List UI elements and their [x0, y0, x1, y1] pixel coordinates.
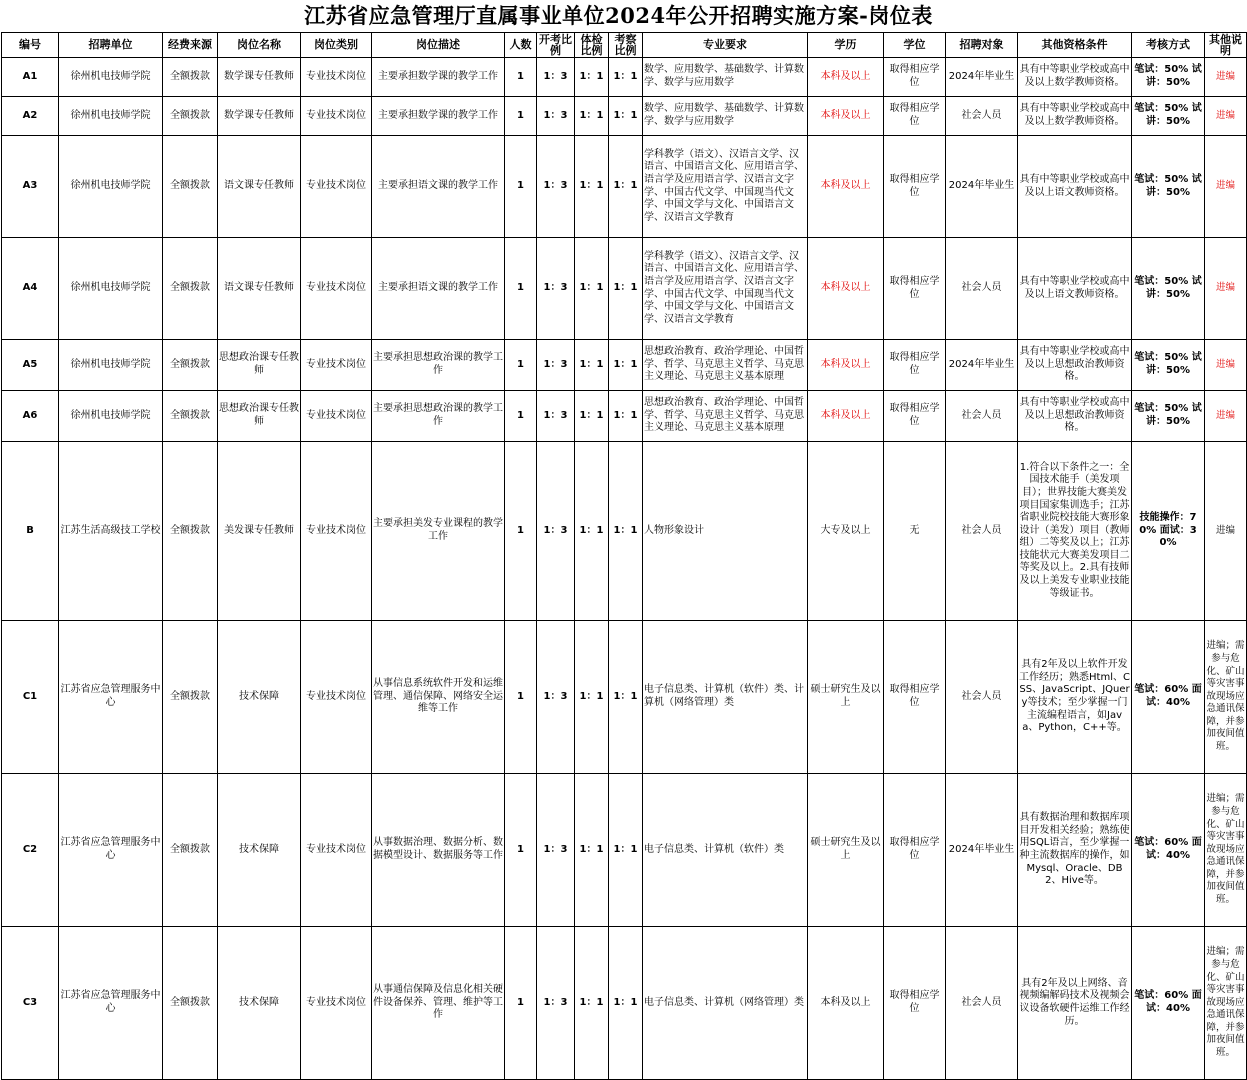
- cell-other-conditions: 具有数据治理和数据库项目开发相关经验；熟练使用SQL语言，至少掌握一种主流数据库的操作，如Mysql、Oracle、DB2、Hive等。: [1018, 774, 1132, 927]
- cell-funding: 全额拨款: [163, 136, 218, 238]
- col-header: 其他资格条件: [1018, 33, 1132, 58]
- cell-post: 数学课专任教师: [218, 97, 301, 136]
- col-header: 人数: [505, 33, 537, 58]
- cell-open-ratio: 1：3: [537, 238, 575, 340]
- cell-inspect-ratio: 1：1: [609, 136, 643, 238]
- cell-desc: 从事数据治理、数据分析、数据模型设计、数据服务等工作: [372, 774, 505, 927]
- cell-degree: 取得相应学位: [884, 774, 946, 927]
- col-header: 招聘单位: [59, 33, 163, 58]
- cell-assessment: 笔试：50% 试讲：50%: [1132, 391, 1205, 442]
- cell-other-conditions: 具有中等职业学校或高中及以上数学教师资格。: [1018, 58, 1132, 97]
- table-row: [2, 136, 1247, 238]
- cell-category: 专业技术岗位: [301, 442, 372, 621]
- cell-other-conditions: 具有中等职业学校或高中及以上思想政治教师资格。: [1018, 391, 1132, 442]
- cell-id: A4: [2, 238, 59, 340]
- cell-target: 2024年毕业生: [946, 340, 1018, 391]
- cell-id: A1: [2, 58, 59, 97]
- cell-post: 数学课专任教师: [218, 58, 301, 97]
- cell-funding: 全额拨款: [163, 391, 218, 442]
- cell-inspect-ratio: 1：1: [609, 238, 643, 340]
- cell-other-conditions: 具有2年及以上软件开发工作经历；熟悉Html、CSS、JavaScript、JQuery等技术；至少掌握一门主流编程语言，如Java、Python，C++等。: [1018, 621, 1132, 774]
- cell-assessment: 笔试：60% 面试：40%: [1132, 927, 1205, 1080]
- cell-target: 社会人员: [946, 97, 1018, 136]
- cell-category: 专业技术岗位: [301, 238, 372, 340]
- cell-target: 社会人员: [946, 238, 1018, 340]
- cell-degree: 取得相应学位: [884, 621, 946, 774]
- table-row: [2, 621, 1247, 774]
- cell-note: 进编: [1205, 442, 1247, 621]
- table-row: [2, 391, 1247, 442]
- cell-open-ratio: 1：3: [537, 927, 575, 1080]
- cell-post: 思想政治课专任教师: [218, 391, 301, 442]
- cell-exam-ratio: 1：1: [575, 442, 609, 621]
- cell-target: 2024年毕业生: [946, 58, 1018, 97]
- cell-target: 2024年毕业生: [946, 774, 1018, 927]
- col-header: 其他说明: [1205, 33, 1247, 58]
- col-header: 岗位类别: [301, 33, 372, 58]
- table-row: [2, 442, 1247, 621]
- cell-education: 本科及以上: [808, 58, 884, 97]
- cell-num: 1: [505, 136, 537, 238]
- cell-id: C2: [2, 774, 59, 927]
- cell-desc: 主要承担数学课的教学工作: [372, 58, 505, 97]
- cell-exam-ratio: 1：1: [575, 391, 609, 442]
- cell-category: 专业技术岗位: [301, 927, 372, 1080]
- cell-desc: 主要承担语文课的教学工作: [372, 136, 505, 238]
- cell-inspect-ratio: 1：1: [609, 927, 643, 1080]
- cell-funding: 全额拨款: [163, 238, 218, 340]
- cell-other-conditions: 具有中等职业学校或高中及以上语文教师资格。: [1018, 136, 1132, 238]
- cell-major: 思想政治教育、政治学理论、中国哲学、哲学、马克思主义哲学、马克思主义理论、马克思主义基本原理: [643, 391, 808, 442]
- cell-unit: 江苏省应急管理服务中心: [59, 927, 163, 1080]
- cell-note: 进编；需参与危化、矿山等灾害事故现场应急通讯保障，并参加夜间值班。: [1205, 927, 1247, 1080]
- cell-inspect-ratio: 1：1: [609, 774, 643, 927]
- col-header: 开考比例: [537, 33, 575, 58]
- cell-funding: 全额拨款: [163, 621, 218, 774]
- cell-assessment: 笔试：50% 试讲：50%: [1132, 97, 1205, 136]
- cell-unit: 徐州机电技师学院: [59, 136, 163, 238]
- cell-inspect-ratio: 1：1: [609, 97, 643, 136]
- cell-category: 专业技术岗位: [301, 621, 372, 774]
- cell-unit: 徐州机电技师学院: [59, 340, 163, 391]
- col-header: 经费来源: [163, 33, 218, 58]
- cell-education: 本科及以上: [808, 340, 884, 391]
- cell-num: 1: [505, 58, 537, 97]
- cell-post: 技术保障: [218, 774, 301, 927]
- col-header: 学历: [808, 33, 884, 58]
- cell-education: 大专及以上: [808, 442, 884, 621]
- cell-note: 进编: [1205, 340, 1247, 391]
- page-title: 江苏省应急管理厅直属事业单位2024年公开招聘实施方案-岗位表: [304, 3, 933, 28]
- cell-desc: 主要承担美发专业课程的教学工作: [372, 442, 505, 621]
- cell-other-conditions: 具有2年及以上网络、音视频编解码技术及视频会议设备软硬件运维工作经历。: [1018, 927, 1132, 1080]
- cell-num: 1: [505, 927, 537, 1080]
- cell-degree: 取得相应学位: [884, 97, 946, 136]
- cell-unit: 江苏省应急管理服务中心: [59, 621, 163, 774]
- job-table: [1, 32, 1247, 1080]
- cell-major: 人物形象设计: [643, 442, 808, 621]
- cell-note: 进编；需参与危化、矿山等灾害事故现场应急通讯保障，并参加夜间值班。: [1205, 621, 1247, 774]
- cell-degree: 取得相应学位: [884, 238, 946, 340]
- cell-degree: 取得相应学位: [884, 136, 946, 238]
- cell-funding: 全额拨款: [163, 442, 218, 621]
- cell-exam-ratio: 1：1: [575, 238, 609, 340]
- cell-inspect-ratio: 1：1: [609, 442, 643, 621]
- cell-category: 专业技术岗位: [301, 97, 372, 136]
- cell-unit: 徐州机电技师学院: [59, 58, 163, 97]
- cell-note: 进编: [1205, 58, 1247, 97]
- cell-degree: 取得相应学位: [884, 927, 946, 1080]
- table-row: [2, 927, 1247, 1080]
- cell-major: 数学、应用数学、基础数学、计算数学、数学与应用数学: [643, 58, 808, 97]
- cell-open-ratio: 1：3: [537, 58, 575, 97]
- cell-desc: 从事信息系统软件开发和运维管理、通信保障、网络安全运维等工作: [372, 621, 505, 774]
- cell-id: A5: [2, 340, 59, 391]
- cell-open-ratio: 1：3: [537, 97, 575, 136]
- col-header: 考察比例: [609, 33, 643, 58]
- cell-inspect-ratio: 1：1: [609, 340, 643, 391]
- table-row: [2, 340, 1247, 391]
- col-header: 体检比例: [575, 33, 609, 58]
- cell-exam-ratio: 1：1: [575, 340, 609, 391]
- cell-exam-ratio: 1：1: [575, 927, 609, 1080]
- cell-post: 思想政治课专任教师: [218, 340, 301, 391]
- cell-education: 本科及以上: [808, 97, 884, 136]
- cell-open-ratio: 1：3: [537, 391, 575, 442]
- cell-other-conditions: 1.符合以下条件之一：全国技术能手（美发项目）；世界技能大赛美发项目国家集训选手；江苏省职业院校技能大赛形象设计（美发）项目（教师组）二等奖及以上；江苏技能状元大赛美发项目二等奖及以上。2.具有技师及以上美发专业职业技能等级证书。: [1018, 442, 1132, 621]
- col-header: 岗位名称: [218, 33, 301, 58]
- cell-note: 进编: [1205, 391, 1247, 442]
- cell-funding: 全额拨款: [163, 927, 218, 1080]
- cell-major: 学科教学（语文）、汉语言文学、汉语言、中国语言文化、应用语言学、语言学及应用语言学、汉语言文字学、中国古代文学、中国现当代文学、中国文学与文化、中国语言文学、汉语言文学教育: [643, 238, 808, 340]
- cell-unit: 徐州机电技师学院: [59, 238, 163, 340]
- cell-assessment: 笔试：50% 试讲：50%: [1132, 136, 1205, 238]
- cell-open-ratio: 1：3: [537, 774, 575, 927]
- col-header: 考核方式: [1132, 33, 1205, 58]
- cell-other-conditions: 具有中等职业学校或高中及以上数学教师资格。: [1018, 97, 1132, 136]
- table-row: [2, 97, 1247, 136]
- cell-post: 美发课专任教师: [218, 442, 301, 621]
- cell-funding: 全额拨款: [163, 340, 218, 391]
- table-row: [2, 58, 1247, 97]
- cell-inspect-ratio: 1：1: [609, 58, 643, 97]
- cell-degree: 无: [884, 442, 946, 621]
- col-header: 学位: [884, 33, 946, 58]
- cell-category: 专业技术岗位: [301, 136, 372, 238]
- cell-target: 社会人员: [946, 391, 1018, 442]
- cell-post: 语文课专任教师: [218, 238, 301, 340]
- cell-exam-ratio: 1：1: [575, 97, 609, 136]
- cell-desc: 主要承担思想政治课的教学工作: [372, 391, 505, 442]
- cell-note: 进编: [1205, 136, 1247, 238]
- cell-major: 电子信息类、计算机（网络管理）类: [643, 927, 808, 1080]
- cell-note: 进编: [1205, 238, 1247, 340]
- cell-inspect-ratio: 1：1: [609, 391, 643, 442]
- cell-other-conditions: 具有中等职业学校或高中及以上思想政治教师资格。: [1018, 340, 1132, 391]
- cell-open-ratio: 1：3: [537, 136, 575, 238]
- cell-category: 专业技术岗位: [301, 58, 372, 97]
- col-header: 招聘对象: [946, 33, 1018, 58]
- cell-post: 技术保障: [218, 927, 301, 1080]
- cell-inspect-ratio: 1：1: [609, 621, 643, 774]
- cell-major: 数学、应用数学、基础数学、计算数学、数学与应用数学: [643, 97, 808, 136]
- cell-education: 本科及以上: [808, 238, 884, 340]
- cell-major: 思想政治教育、政治学理论、中国哲学、哲学、马克思主义哲学、马克思主义理论、马克思主义基本原理: [643, 340, 808, 391]
- cell-open-ratio: 1：3: [537, 621, 575, 774]
- cell-exam-ratio: 1：1: [575, 58, 609, 97]
- cell-exam-ratio: 1：1: [575, 774, 609, 927]
- cell-num: 1: [505, 621, 537, 774]
- cell-target: 社会人员: [946, 442, 1018, 621]
- cell-category: 专业技术岗位: [301, 340, 372, 391]
- cell-assessment: 笔试：60% 面试：40%: [1132, 621, 1205, 774]
- cell-funding: 全额拨款: [163, 774, 218, 927]
- cell-target: 社会人员: [946, 621, 1018, 774]
- cell-other-conditions: 具有中等职业学校或高中及以上语文教师资格。: [1018, 238, 1132, 340]
- cell-num: 1: [505, 442, 537, 621]
- cell-num: 1: [505, 97, 537, 136]
- cell-target: 2024年毕业生: [946, 136, 1018, 238]
- cell-assessment: 笔试：50% 试讲：50%: [1132, 58, 1205, 97]
- cell-desc: 主要承担语文课的教学工作: [372, 238, 505, 340]
- cell-education: 本科及以上: [808, 927, 884, 1080]
- cell-desc: 主要承担数学课的教学工作: [372, 97, 505, 136]
- col-header: 编号: [2, 33, 59, 58]
- cell-unit: 徐州机电技师学院: [59, 391, 163, 442]
- cell-note: 进编；需参与危化、矿山等灾害事故现场应急通讯保障，并参加夜间值班。: [1205, 774, 1247, 927]
- col-header: 岗位描述: [372, 33, 505, 58]
- cell-num: 1: [505, 391, 537, 442]
- cell-assessment: 笔试：50% 试讲：50%: [1132, 340, 1205, 391]
- cell-id: C3: [2, 927, 59, 1080]
- cell-unit: 江苏省应急管理服务中心: [59, 774, 163, 927]
- cell-exam-ratio: 1：1: [575, 136, 609, 238]
- cell-category: 专业技术岗位: [301, 391, 372, 442]
- cell-major: 电子信息类、计算机（软件）类、计算机（网络管理）类: [643, 621, 808, 774]
- table-header-row: [2, 33, 1247, 58]
- cell-assessment: 笔试：60% 面试：40%: [1132, 774, 1205, 927]
- cell-id: C1: [2, 621, 59, 774]
- cell-open-ratio: 1：3: [537, 442, 575, 621]
- cell-desc: 主要承担思想政治课的教学工作: [372, 340, 505, 391]
- cell-note: 进编: [1205, 97, 1247, 136]
- cell-id: A3: [2, 136, 59, 238]
- cell-education: 硕士研究生及以上: [808, 621, 884, 774]
- cell-category: 专业技术岗位: [301, 774, 372, 927]
- cell-education: 硕士研究生及以上: [808, 774, 884, 927]
- table-row: [2, 238, 1247, 340]
- cell-funding: 全额拨款: [163, 58, 218, 97]
- cell-post: 语文课专任教师: [218, 136, 301, 238]
- table-row: [2, 774, 1247, 927]
- cell-open-ratio: 1：3: [537, 340, 575, 391]
- cell-id: A6: [2, 391, 59, 442]
- cell-post: 技术保障: [218, 621, 301, 774]
- cell-education: 本科及以上: [808, 391, 884, 442]
- cell-degree: 取得相应学位: [884, 391, 946, 442]
- cell-unit: 江苏生活高级技工学校: [59, 442, 163, 621]
- cell-assessment: 笔试：50% 试讲：50%: [1132, 238, 1205, 340]
- cell-num: 1: [505, 340, 537, 391]
- cell-id: A2: [2, 97, 59, 136]
- cell-id: B: [2, 442, 59, 621]
- cell-assessment: 技能操作：70% 面试：30%: [1132, 442, 1205, 621]
- cell-exam-ratio: 1：1: [575, 621, 609, 774]
- cell-degree: 取得相应学位: [884, 58, 946, 97]
- cell-target: 社会人员: [946, 927, 1018, 1080]
- cell-unit: 徐州机电技师学院: [59, 97, 163, 136]
- cell-num: 1: [505, 774, 537, 927]
- cell-major: 学科教学（语文）、汉语言文学、汉语言、中国语言文化、应用语言学、语言学及应用语言学、汉语言文字学、中国古代文学、中国现当代文学、中国文学与文化、中国语言文学、汉语言文学教育: [643, 136, 808, 238]
- cell-degree: 取得相应学位: [884, 340, 946, 391]
- cell-desc: 从事通信保障及信息化相关硬件设备保养、管理、维护等工作: [372, 927, 505, 1080]
- cell-major: 电子信息类、计算机（软件）类: [643, 774, 808, 927]
- cell-num: 1: [505, 238, 537, 340]
- cell-education: 本科及以上: [808, 136, 884, 238]
- col-header: 专业要求: [643, 33, 808, 58]
- cell-funding: 全额拨款: [163, 97, 218, 136]
